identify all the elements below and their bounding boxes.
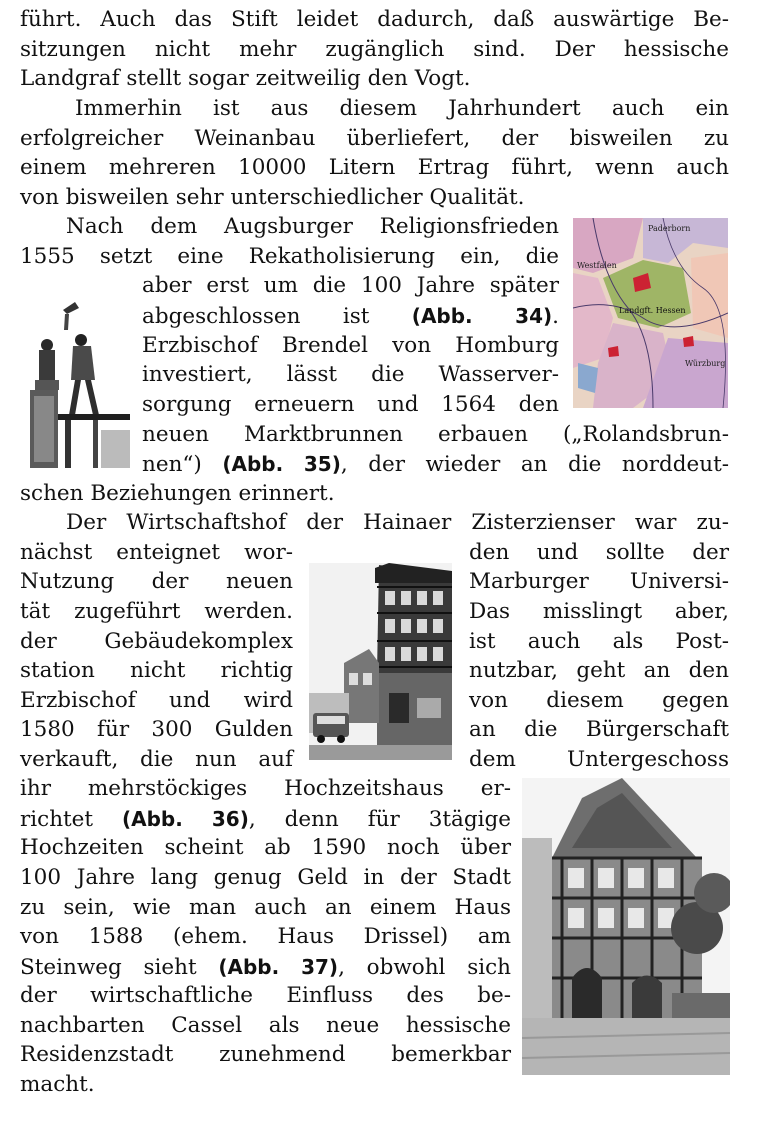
figure-reference: (Abb. 36)	[121, 807, 249, 831]
text-line: von 1588 (ehem. Haus Drissel) am	[20, 924, 511, 949]
text-line: von bisweilen sehr unterschiedlicher Qualität.	[20, 185, 525, 210]
map-label: Westfalen	[577, 261, 617, 270]
text-line: den und sollte der	[469, 540, 729, 565]
text-line: investiert, lässt die Wasserver-	[142, 362, 559, 387]
text-fragment: Steinweg sieht	[20, 955, 219, 980]
text-line: zu sein, wie man auch an einem Haus	[20, 895, 511, 920]
text-fragment: .	[552, 304, 559, 329]
text-line: Erzbischof und wird	[20, 688, 293, 713]
text-line: nutzbar, geht an den	[469, 658, 729, 683]
text-line: Landgraf stellt sogar zeitweilig den Vogt.	[20, 66, 471, 91]
text-line: erfolgreicher Weinanbau überliefert, der bisweilen zu	[20, 126, 729, 151]
text-line: neuen Marktbrunnen erbauen („Rolandsbrun-	[142, 422, 729, 447]
text-line: dem Untergeschoss	[469, 747, 729, 772]
map-label: Würzburg	[685, 359, 726, 368]
figure-reference: (Abb. 34)	[411, 304, 553, 328]
text-line: ist auch als Post-	[469, 629, 729, 654]
text-fragment: , der wieder an die norddeut-	[340, 452, 729, 477]
text-line: einem mehreren 10000 Litern Ertrag führt, wenn auch	[20, 155, 729, 180]
text-line	[20, 804, 511, 834]
text-line: nachbarten Cassel als neue hessische	[20, 1013, 511, 1038]
figure-reference: (Abb. 37)	[218, 955, 339, 979]
text-line: Marburger Universi-	[469, 569, 729, 594]
text-line	[142, 449, 729, 479]
text-line: 1555 setzt eine Rekatholisierung ein, die	[20, 244, 559, 269]
text-line: sorgung erneuern und 1564 den	[142, 392, 559, 417]
text-line: Nutzung der neuen	[20, 569, 293, 594]
text-line	[142, 301, 559, 331]
text-line: an die Bürgerschaft	[469, 717, 729, 742]
text-line: Das misslingt aber,	[469, 599, 729, 624]
text-line: station nicht richtig	[20, 658, 293, 683]
map-label: Landgft. Hessen	[619, 306, 686, 315]
text-fragment: , denn für 3tägige	[248, 807, 511, 832]
text-line: Nach dem Augsburger Religionsfrieden	[66, 214, 559, 239]
text-fragment: abgeschlossen ist	[142, 304, 370, 329]
text-line: Hochzeiten scheint ab 1590 noch über	[20, 835, 511, 860]
text-line: Der Wirtschaftshof der Hainaer Zisterzienser war zu-	[66, 510, 729, 535]
map-label: Paderborn	[648, 224, 691, 233]
text-line: 100 Jahre lang genug Geld in der Stadt	[20, 865, 511, 890]
text-line: führt. Auch das Stift leidet dadurch, daß auswärtige Be-	[20, 7, 729, 32]
figure-reference: (Abb. 35)	[222, 452, 341, 476]
text-line: Residenzstadt zunehmend bemerkbar	[20, 1042, 511, 1067]
text-line: tät zugeführt werden.	[20, 599, 293, 624]
rolandsbrunnen-photo	[25, 300, 130, 468]
text-line: ihr mehrstöckiges Hochzeitshaus er-	[20, 776, 511, 801]
text-line: Erzbischof Brendel von Homburg	[142, 333, 559, 358]
text-line: schen Beziehungen erinnert.	[20, 481, 335, 506]
historical-map-image	[573, 218, 728, 408]
text-fragment: nen“)	[142, 452, 223, 477]
text-line	[20, 952, 511, 982]
text-line: 1580 für 300 Gulden	[20, 717, 293, 742]
haus-drissel-photo	[522, 778, 730, 1075]
text-line: Immerhin ist aus diesem Jahrhundert auch ein	[75, 96, 729, 121]
text-line: verkauft, die nun auf	[20, 747, 293, 772]
text-line: aber erst um die 100 Jahre später	[142, 273, 559, 298]
text-line: nächst enteignet wor-	[20, 540, 293, 565]
text-line: der wirtschaftliche Einfluss des be-	[20, 983, 511, 1008]
text-fragment: , obwohl sich	[338, 955, 511, 980]
text-line: macht.	[20, 1072, 95, 1097]
hochzeitshaus-photo	[309, 563, 452, 760]
text-line: der Gebäudekomplex	[20, 629, 293, 654]
text-line: sitzungen nicht mehr zugänglich sind. Der hessische	[20, 37, 729, 62]
text-fragment: richtet	[20, 807, 122, 832]
text-line: von diesem gegen	[469, 688, 729, 713]
